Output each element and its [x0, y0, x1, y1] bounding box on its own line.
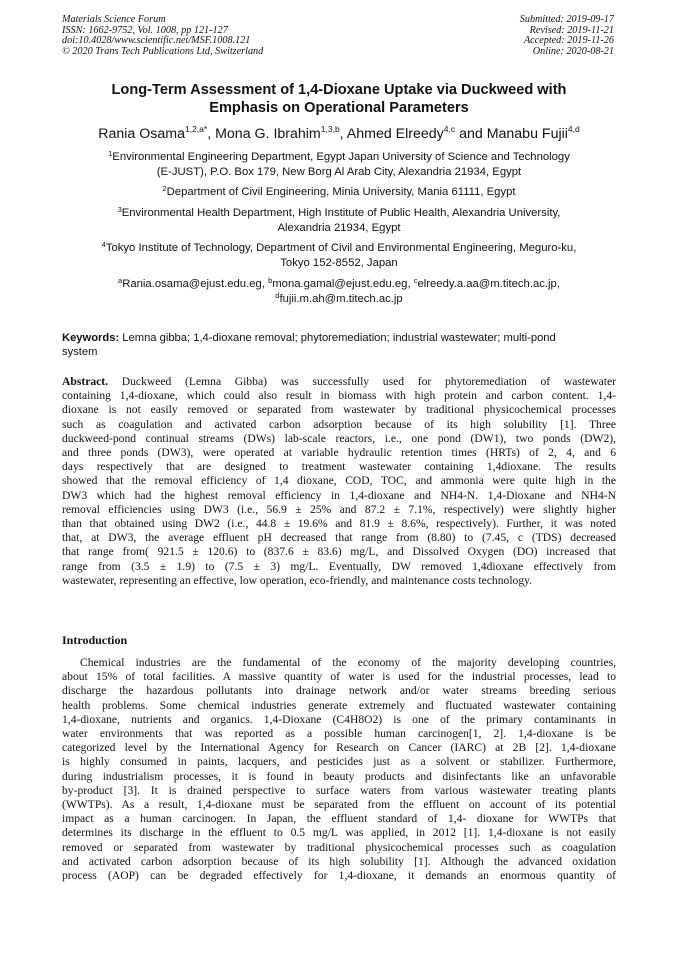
title-line: Long-Term Assessment of 1,4-Dioxane Uptake via Duckweed with [111, 82, 567, 98]
abstract-label: Abstract. [62, 375, 109, 388]
introduction-body [62, 656, 616, 883]
email-a: Rania.osama@ejust.edu.eg, [122, 278, 269, 290]
journal-header-right [394, 15, 614, 57]
affiliation-2 [62, 185, 616, 200]
intro-line: determines its discharge in the effluent to 0.5 mg/L was applied, in 2012 [1]. 1,4-dioxane is not easily [62, 826, 616, 840]
author-list [62, 125, 616, 143]
intro-line: process (AOP) can be degraded effectively for 1,4-dioxane, it demands an enormous quantity of [62, 869, 616, 883]
author-name: Mona G. Ibrahim [215, 126, 321, 142]
intro-line: is highly consumed in paints, lacquers, and pesticides just as a solvent or stabilizer. Furthermore, [62, 755, 616, 769]
author-affil-sup: 4,c [443, 124, 456, 134]
affiliation-line: (E-JUST), P.O. Box 179, New Borg Al Arab City, Alexandria 21934, Egypt [156, 165, 522, 178]
keywords-line: system [62, 346, 98, 358]
intro-line: 1,4-dioxane, nutrients and organics. 1,4-Dioxane (C4H8O2) is one of the primary contaminants in [62, 712, 616, 726]
author-affil-sup: 1,3,b [320, 124, 340, 134]
affiliation-1 [62, 150, 616, 180]
author-separator: , [339, 126, 347, 142]
intro-line: categorized level by the International Agency for Research on Cancer (IARC) at 2B [2]. 1,4-dioxane [62, 741, 616, 755]
author-name: Ahmed Elreedy [346, 126, 444, 142]
abstract-line: such as coagulation and activated carbon adsorption because of its high solubility [1]. Three [62, 417, 616, 431]
abstract-line: Abstract. Duckweed (Lemna Gibba) was successfully used for phytoremediation of wastewater [62, 375, 616, 388]
keywords-section [62, 331, 616, 359]
intro-line: discharge the hazardous pollutants into drainage network and/or water streams breeding serious [62, 684, 616, 698]
intro-line: (WWTPs). As a result, 1,4-dioxane must be separated from the effluent on account of its potential [62, 798, 616, 812]
title-line: Emphasis on Operational Parameters [209, 100, 469, 116]
intro-line: during industrialism processes, it is found in beauty products and disinfectants like an unfavorable [62, 769, 616, 783]
intro-line: health problems. Some chemical industries generate extremely and fluctuated wastewater containing [62, 698, 616, 712]
email-b: mona.gamal@ejust.edu.eg, [272, 278, 414, 290]
date-submitted: Submitted: 2019-09-17 [519, 14, 614, 25]
journal-copyright: © 2020 Trans Tech Publications Ltd, Switzerland [62, 45, 264, 57]
email-line: $^a$Rania.osama@ejust.edu.eg, $^b$mona.gamal@ejust.edu.eg, $^c$elreedy.a.aa@m.titech.ac.jp, [118, 276, 560, 290]
journal-issn: ISSN: 1662-9752, Vol. 1008, pp 121-127 [62, 24, 228, 36]
affiliation-line: Tokyo 152-8552, Japan [280, 256, 398, 269]
abstract-line: containing 1,4-dioxane, which could also result in biomass with high protein and carbon content. 1,4- [62, 389, 616, 403]
introduction-heading: Introduction [62, 633, 128, 647]
author-name: Manabu Fujii [486, 126, 568, 142]
abstract-line: duckweed-pond continual streams (DWs) lab-scale reactors, i.e., one pond (DW1), two ponds (DW2), [62, 431, 616, 445]
abstract-line: and three ponds (DW3), were operated at variable hydraulic retention times (HRTs) of 2, 4, and 6 [62, 446, 616, 460]
abstract-line: removal efficiencies using DW3 (i.e., 56.9 ± 25% and 87.2 ± 7.1%, respectively) were slightly higher [62, 502, 616, 516]
affiliation-sup: 4 [101, 240, 106, 249]
intro-line: removed or separated from wastewater by traditional physicochemical processes such as coagulation [62, 840, 616, 854]
affiliation-line: $^3$Environmental Health Department, High Institute of Public Health, Alexandria University, [117, 205, 561, 219]
keywords-line: Keywords: Lemna gibba; 1,4-dioxane removal; phytoremediation; industrial wastewater; multi-pond [62, 332, 556, 344]
author-emails [62, 277, 616, 307]
author-affil-sup: 4,d [567, 124, 580, 134]
abstract-section [62, 375, 616, 588]
date-revised: Revised: 2019-11-21 [529, 24, 614, 36]
email-d: fujii.m.ah@m.titech.ac.jp [279, 292, 403, 305]
affiliation-line: $^4$Tokyo Institute of Technology, Department of Civil and Environmental Engineering, Meguro-ku, [101, 240, 577, 254]
author-separator: , [207, 126, 216, 142]
abstract-line: range from (3.5 ± 1.9) to (7.5 ± 3) mg/L. Eventually, DW removed 1,4dioxane effectively from [62, 559, 616, 573]
intro-line: by-product [3]. It is drained perspective to surface waters from various wastewater treating plants [62, 783, 616, 797]
email-line: $^d$fujii.m.ah@m.titech.ac.jp [275, 290, 403, 305]
intro-line: impact as a human carcinogen. In Japan, the effluent standard of 1,4- dioxane for WWTPs that [62, 812, 616, 826]
date-online: Online: 2020-08-21 [532, 45, 614, 57]
abstract-line: DW3 which had the highest removal efficiency in 1,4-dioxane and NH4-N. 1,4-Dioxane and NH4-N [62, 488, 616, 502]
email-c: elreedy.a.aa@m.titech.ac.jp, [417, 278, 560, 290]
author-affil-sup: 1,2,a* [184, 124, 208, 134]
affiliation-line: $^1$Environmental Engineering Department, Egypt Japan University of Science and Technology [108, 149, 570, 163]
abstract-line: showed that the removal efficiency of 1,4 dioxane, COD, TOC, and ammonia were quite high in the [62, 474, 616, 488]
paper-title [62, 81, 616, 117]
abstract-line: days respectively that are designed to treatment wastewater containing 1,4dioxane. The results [62, 460, 616, 474]
intro-line: about 15% of total facilities. A massive quantity of water is used for the industrial processes, lead to [62, 670, 616, 684]
affiliation-sup: 2 [162, 184, 167, 193]
date-accepted: Accepted: 2019-11-26 [523, 35, 614, 47]
affiliation-line: $^2$Department of Civil Engineering, Minia University, Mania 61111, Egypt [162, 184, 516, 198]
affiliation-line: Alexandria 21934, Egypt [277, 221, 401, 234]
affiliation-sup: 1 [108, 149, 113, 158]
affiliation-4 [62, 241, 616, 271]
abstract-line: that range from( 921.5 ± 120.6) to (837.6 ± 83.6) mg/L, and Dissolved Oxygen (DO) increased that [62, 545, 616, 559]
intro-line: and activated carbon adsorption because of its high solubility [1]. Although the advanced oxidation [62, 854, 616, 868]
journal-header-left [62, 15, 392, 57]
intro-line: water environments that was reported as a possible human carcinogen[1, 2]. 1,4-dioxane is be [62, 727, 616, 741]
abstract-line: wastewater, representing an effective, low operation, eco-friendly, and maintenance costs technology. [62, 573, 533, 587]
journal-doi: doi:10.4028/www.scientific.net/MSF.1008.121 [62, 35, 251, 47]
intro-line: Chemical industries are the fundamental of the economy of the majority developing countries, [80, 656, 616, 669]
affiliation-sup: 3 [117, 205, 122, 214]
author-separator: and [455, 126, 487, 142]
abstract-line: than that obtained using DW2 (i.e., 44.8 ± 19.6% and 81.9 ± 8.6%, respectively). Further, it was noted [62, 517, 616, 531]
author-name: Rania Osama [98, 126, 185, 142]
affiliation-3 [62, 206, 616, 236]
keywords-label: Keywords: [62, 332, 120, 344]
abstract-line: that, at DW3, the average effluent pH decreased that range from (8.80) to (7.45, c (TDS) decreased [62, 531, 616, 545]
abstract-line: dioxane is not easily removed or separated from wastewater by traditional physicochemical processes [62, 403, 616, 417]
journal-name: Materials Science Forum [62, 14, 166, 25]
